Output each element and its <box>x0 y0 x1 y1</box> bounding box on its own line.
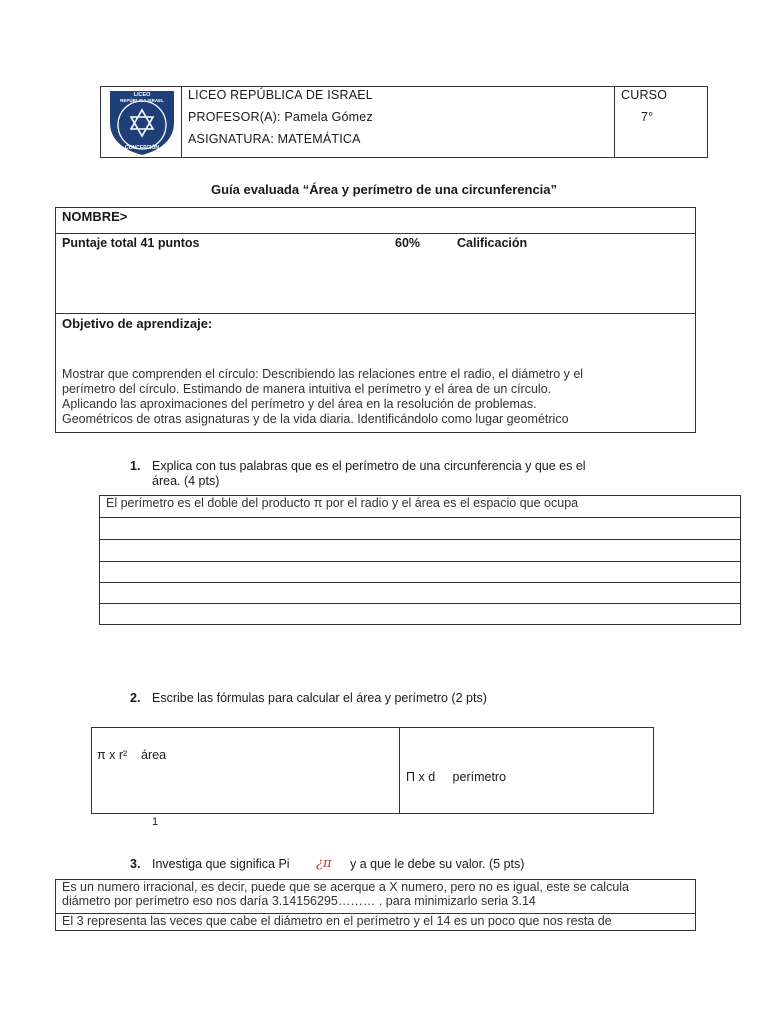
q1-answer: El perímetro es el doble del producto π por el radio y el área es el espacio que ocupa <box>106 496 579 510</box>
q1-text-line: área. (4 pts) <box>152 474 220 488</box>
info-divider-1 <box>55 233 696 234</box>
pi-symbol: ¿π <box>316 856 332 871</box>
course-label: CURSO <box>621 88 668 102</box>
q2-table-divider <box>399 727 400 814</box>
q3-text-after: y a que le debe su valor. (5 pts) <box>350 857 525 871</box>
q2-text: Escribe las fórmulas para calcular el área y perímetro (2 pts) <box>152 691 487 705</box>
objective-text <box>62 367 692 427</box>
q3-answer <box>62 880 694 908</box>
school-name: LICEO REPÚBLICA DE ISRAEL <box>188 88 373 102</box>
q3-text-before: Investiga que significa Pi <box>152 857 290 871</box>
page-title: Guía evaluada “Área y perímetro de una circunferencia” <box>210 182 558 197</box>
q2-formula-table <box>91 727 654 814</box>
objective-line: Geométricos de otras asignaturas y de la vida diaria. Identificándolo como lugar geométrico <box>62 412 569 426</box>
answer-line <box>99 582 741 583</box>
q3-number: 3. <box>130 857 141 871</box>
objective-line: perímetro del círculo. Estimando de manera intuitiva el perímetro y el área de un círculo. <box>62 382 552 396</box>
q1-number: 1. <box>130 459 141 473</box>
header-divider-1 <box>181 86 182 158</box>
course-value: 7° <box>641 110 654 124</box>
school-logo <box>106 89 178 156</box>
header-divider-2 <box>614 86 615 158</box>
answer-line <box>99 539 741 540</box>
answer-line <box>99 603 741 604</box>
logo-text-bottom: CONCEPCIÓN <box>125 145 159 151</box>
objective-label: Objetivo de aprendizaje: <box>62 316 213 331</box>
q2-number: 2. <box>130 691 141 705</box>
answer-line <box>99 517 741 518</box>
teacher-name: PROFESOR(A): Pamela Gómez <box>188 110 373 124</box>
grade-label: Calificación <box>457 236 528 250</box>
subject: ASIGNATURA: MATEMÁTICA <box>188 132 361 146</box>
q1-answer-box <box>99 495 741 625</box>
score-mark: 1 <box>152 816 159 828</box>
score-label: Puntaje total 41 puntos <box>62 236 200 250</box>
name-label: NOMBRE> <box>62 209 128 224</box>
info-divider-2 <box>55 313 696 314</box>
area-formula: π x r² área <box>97 748 167 762</box>
objective-line: Aplicando las aproximaciones del perímetro y del área en la resolución de problemas. <box>62 397 537 411</box>
q3-answer-line: diámetro por perímetro eso nos daría 3.14156295……… . para minimizarlo seria 3.14 <box>62 894 536 908</box>
objective-line: Mostrar que comprenden el círculo: Describiendo las relaciones entre el radio, el diámetro y el <box>62 367 584 381</box>
q3-answer-line: El 3 representa las veces que cabe el diámetro en el perímetro y el 14 es un poco que nos resta de <box>62 914 612 928</box>
q1-text <box>152 459 672 489</box>
logo-text-middle: REPÚBLICA ISRAEL <box>120 98 164 103</box>
q1-text-line: Explica con tus palabras que es el perímetro de una circunferencia y que es el <box>152 459 586 473</box>
q3-answer-line: Es un numero irracional, es decir, puede que se acerque a X numero, pero no es igual, este se calcula <box>62 880 630 894</box>
perimeter-formula: Π x d perímetro <box>406 770 507 784</box>
percent-label: 60% <box>395 236 421 250</box>
logo-text-top: LICEO <box>133 92 151 98</box>
answer-line <box>99 561 741 562</box>
